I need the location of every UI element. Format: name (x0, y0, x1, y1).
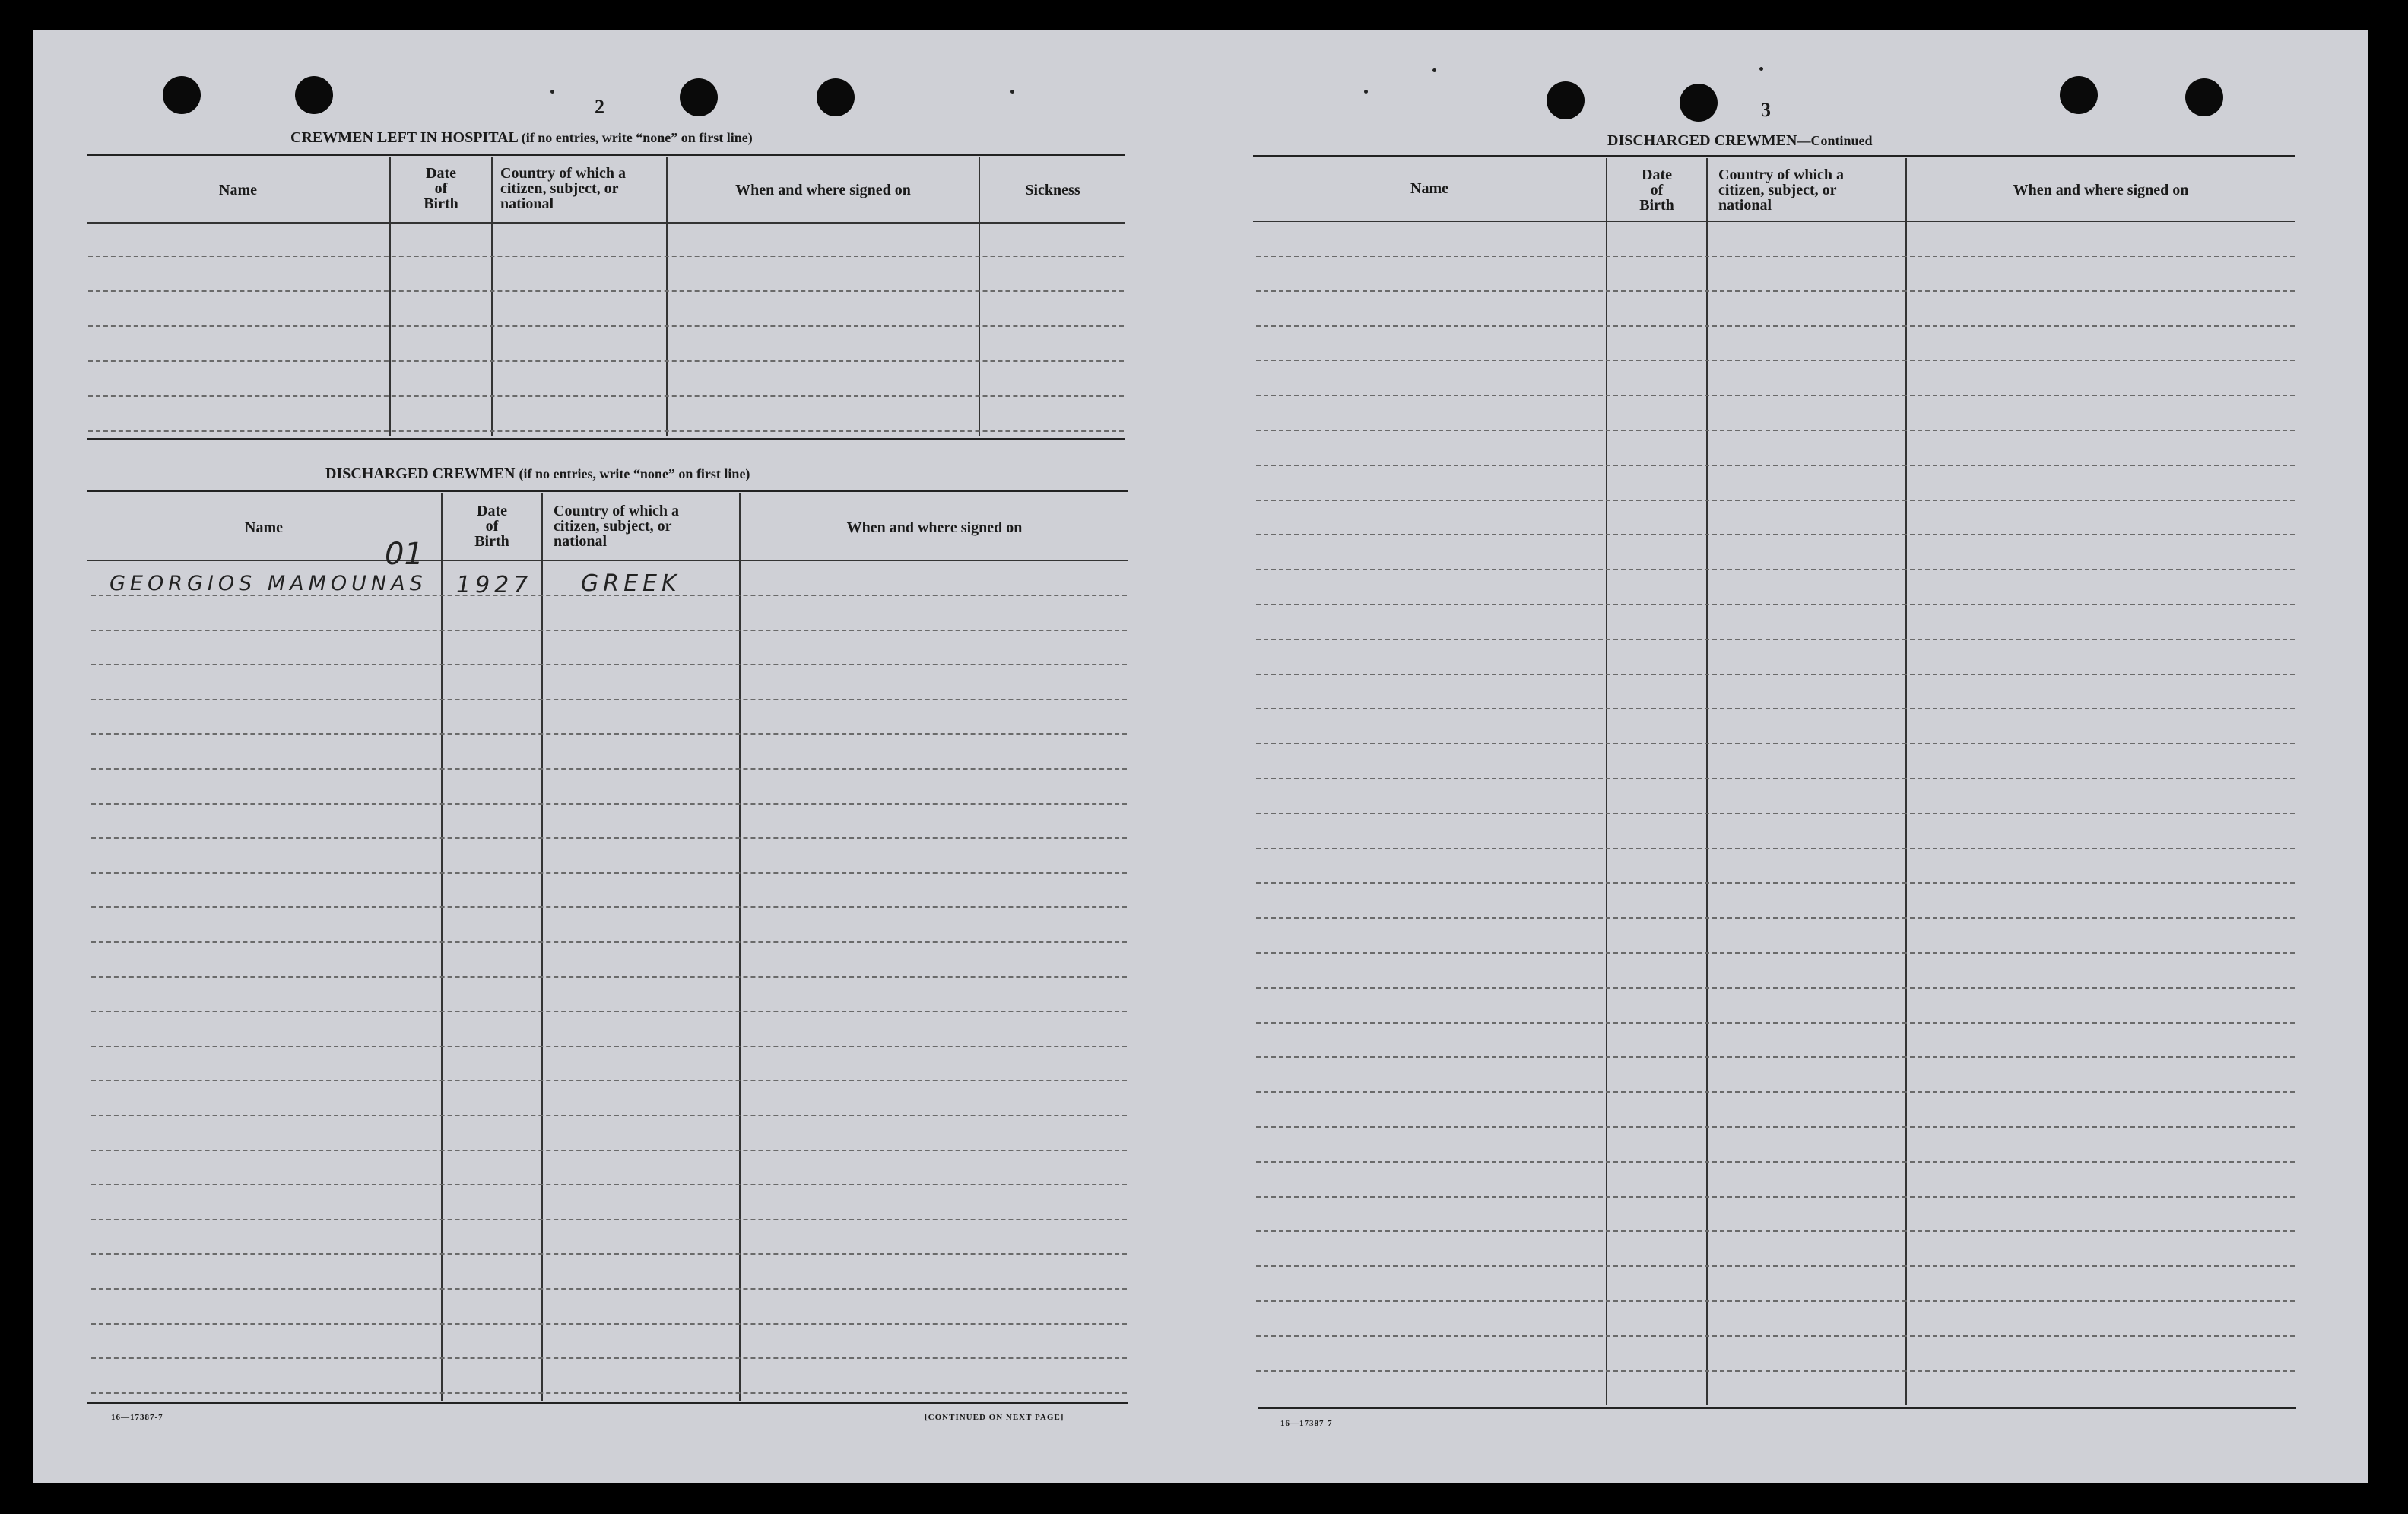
document-scan (33, 30, 2368, 1483)
discharged-table-header-rule (87, 560, 1128, 561)
ruling-line (91, 1011, 1127, 1012)
right-col-divider (1905, 158, 1907, 1405)
speck (550, 90, 554, 94)
ruling-line (1256, 360, 2295, 361)
ruling-line (1256, 1091, 2295, 1093)
ruling-line (91, 1253, 1127, 1255)
hospital-title-note: (if no entries, write “none” on first line) (521, 130, 753, 145)
hospital-section-title (290, 129, 753, 147)
hospital-col-birth: Date of Birth (424, 165, 458, 212)
ruling-line (91, 1357, 1127, 1359)
continued-note: [CONTINUED ON NEXT PAGE] (925, 1413, 1064, 1422)
ruling-line (1256, 1370, 2295, 1372)
ruling-line (91, 1046, 1127, 1047)
ruling-line (91, 699, 1127, 700)
binder-hole-icon (2185, 78, 2223, 116)
ruling-line (1256, 1126, 2295, 1128)
discharged-table-bottom-rule (87, 1402, 1128, 1404)
ruling-line (1256, 1196, 2295, 1198)
right-col-birth: Date of Birth (1639, 167, 1674, 214)
ruling-line (91, 1080, 1127, 1081)
ruling-line (1256, 569, 2295, 570)
right-table-header-rule (1253, 221, 2295, 222)
right-col-name: Name (1410, 180, 1448, 197)
ruling-line (91, 976, 1127, 978)
ruling-line (91, 1184, 1127, 1185)
discharged-col-birth: Date of Birth (474, 503, 509, 550)
ruling-line (1256, 778, 2295, 779)
binder-hole-icon (295, 76, 333, 114)
discharged-title-text: DISCHARGED CREWMEN (325, 465, 516, 482)
ruling-line (88, 290, 1124, 292)
ruling-line (1256, 674, 2295, 675)
ruling-line (91, 906, 1127, 908)
speck (1010, 90, 1014, 94)
binder-hole-icon (1547, 81, 1585, 119)
binder-hole-icon (680, 78, 718, 116)
ruling-line (1256, 325, 2295, 327)
hospital-col-divider (979, 157, 980, 436)
ruling-line (1256, 987, 2295, 989)
ruling-line (1256, 534, 2295, 535)
ruling-line (1256, 952, 2295, 954)
discharged-col-signed: When and where signed on (846, 519, 1023, 536)
ruling-line (91, 803, 1127, 805)
ruling-line (88, 430, 1124, 432)
ruling-line (91, 837, 1127, 839)
discharged-col-name: Name (245, 519, 283, 536)
speck (1432, 68, 1436, 72)
ruling-line (1256, 1022, 2295, 1024)
entry-name: GEORGIOS MAMOUNAS (109, 572, 427, 595)
ruling-line (1256, 813, 2295, 814)
hospital-table-bottom-rule (87, 438, 1125, 440)
ruling-line (91, 1115, 1127, 1116)
ruling-line (1256, 256, 2295, 257)
hospital-col-name: Name (219, 182, 257, 198)
ruling-line (88, 395, 1124, 397)
ruling-line (1256, 1265, 2295, 1267)
speck (1759, 67, 1763, 71)
ruling-line (91, 630, 1127, 631)
binder-hole-icon (2060, 76, 2098, 114)
hospital-table-top-rule (87, 154, 1125, 156)
page-number-right: 3 (1761, 99, 1771, 121)
ruling-line (88, 360, 1124, 362)
right-col-divider (1706, 158, 1708, 1405)
hospital-col-country: Country of which a citizen, subject, or national (500, 165, 627, 212)
ruling-line (1256, 1300, 2295, 1302)
binder-hole-icon (163, 76, 201, 114)
ruling-line (1256, 1056, 2295, 1058)
ruling-line (91, 1323, 1127, 1325)
entry-birth: 1927 (456, 572, 533, 598)
right-col-signed: When and where signed on (2013, 182, 2189, 198)
ruling-line (91, 1288, 1127, 1290)
ruling-line (1256, 290, 2295, 292)
ruling-line (1256, 500, 2295, 501)
hospital-col-signed: When and where signed on (735, 182, 911, 198)
ruling-line (1256, 743, 2295, 744)
ruling-line (1256, 882, 2295, 884)
ruling-line (1256, 1230, 2295, 1232)
right-title-suffix: —Continued (1797, 133, 1873, 148)
discharged-col-country: Country of which a citizen, subject, or national (554, 503, 680, 550)
ruling-line (91, 941, 1127, 943)
right-col-country: Country of which a citizen, subject, or national (1718, 167, 1845, 214)
ruling-line (91, 1150, 1127, 1151)
ruling-line (1256, 604, 2295, 605)
ruling-line (1256, 917, 2295, 919)
ruling-line (88, 325, 1124, 327)
form-number-right: 16—17387-7 (1280, 1419, 1333, 1428)
binder-hole-icon (1680, 84, 1718, 122)
ruling-line (1256, 465, 2295, 466)
right-table-bottom-rule (1258, 1407, 2296, 1409)
ruling-line (1256, 708, 2295, 709)
discharged-table-top-rule (87, 490, 1128, 492)
hospital-table-header-rule (87, 222, 1125, 224)
ruling-line (91, 733, 1127, 735)
ruling-line (88, 256, 1124, 257)
ruling-line (91, 872, 1127, 874)
ruling-line (1256, 430, 2295, 431)
ruling-line (91, 1392, 1127, 1394)
ruling-line (1256, 639, 2295, 640)
hospital-title-text: CREWMEN LEFT IN HOSPITAL (290, 129, 518, 146)
hospital-col-sickness: Sickness (1025, 182, 1080, 198)
speck (1364, 90, 1368, 94)
entry-mark: 01 (385, 537, 424, 572)
discharged-title-note: (if no entries, write “none” on first line) (519, 466, 750, 481)
discharged-section-title (325, 465, 750, 483)
form-number-left: 16—17387-7 (111, 1413, 163, 1422)
entry-country: GREEK (581, 570, 681, 597)
ruling-line (91, 1219, 1127, 1220)
right-section-title (1607, 132, 1873, 150)
right-table-top-rule (1253, 155, 2295, 157)
ruling-line (91, 768, 1127, 770)
ruling-line (91, 664, 1127, 665)
ruling-line (1256, 848, 2295, 849)
right-title-text: DISCHARGED CREWMEN (1607, 132, 1797, 149)
ruling-line (1256, 395, 2295, 396)
binder-hole-icon (817, 78, 855, 116)
page-number-left: 2 (595, 96, 604, 118)
right-col-divider (1606, 158, 1607, 1405)
ruling-line (1256, 1335, 2295, 1337)
ruling-line (1256, 1161, 2295, 1163)
